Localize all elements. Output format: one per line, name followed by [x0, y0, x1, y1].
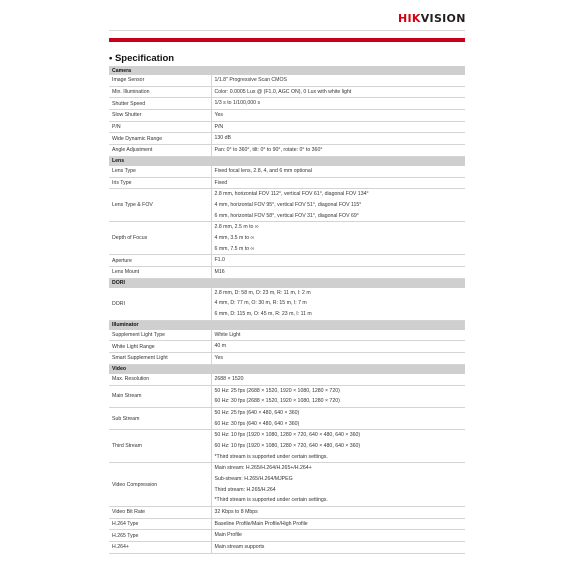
- spec-value: *Third stream is supported under certain settings.: [214, 497, 328, 504]
- spec-label: Lens Mount: [109, 267, 211, 279]
- spec-label: Min. Illumination: [109, 86, 211, 98]
- spec-label: Main Stream: [109, 385, 211, 407]
- spec-label: Lens Type & FOV: [109, 189, 211, 222]
- spec-row: [109, 430, 465, 463]
- spec-label: Smart Supplement Light: [109, 353, 211, 365]
- section-header: [109, 66, 465, 75]
- spec-label: Shutter Speed: [109, 98, 211, 110]
- spec-value: Pan: 0° to 360°, tilt: 0° to 90°, rotate: 0° to 360°: [214, 147, 323, 154]
- spec-value-cell: [211, 145, 465, 157]
- spec-value: 32 Kbps to 8 Mbps: [214, 509, 258, 516]
- spec-row: [109, 121, 465, 133]
- spec-value: 50 Hz: 10 fps (1920 × 1080, 1280 × 720, 640 × 480, 640 × 360): [214, 432, 361, 439]
- spec-value-cell: [211, 222, 465, 255]
- logo-text-vision: VISION: [420, 12, 466, 25]
- section-header: [109, 278, 465, 288]
- spec-value-cell: [211, 385, 465, 407]
- spec-value: 40 m: [214, 343, 227, 350]
- spec-label: Lens Type: [109, 166, 211, 177]
- spec-value: Fixed focal lens, 2.8, 4, and 6 mm optional: [214, 167, 312, 174]
- spec-row: [109, 507, 465, 519]
- spec-label: Depth of Focus: [109, 222, 211, 255]
- spec-value-cell: [211, 110, 465, 122]
- spec-label: Aperture: [109, 255, 211, 267]
- spec-value: Main Profile: [214, 532, 242, 539]
- spec-label: Iris Type: [109, 177, 211, 189]
- spec-label: Wide Dynamic Range: [109, 133, 211, 145]
- spec-row: [109, 542, 465, 554]
- spec-row: [109, 255, 465, 267]
- spec-row: [109, 374, 465, 385]
- spec-value: 4 mm, horizontal FOV 95°, vertical FOV 51°, diagonal FOV 115°: [214, 201, 362, 208]
- spec-value: Sub-stream: H.265/H.264/MJPEG: [214, 476, 293, 482]
- spec-value: M16: [214, 269, 225, 275]
- spec-value-cell: [211, 177, 465, 189]
- spec-row: [109, 110, 465, 122]
- spec-label: Video Bit Rate: [109, 507, 211, 519]
- spec-row: [109, 341, 465, 353]
- spec-value: Yes: [214, 112, 223, 119]
- section-header: [109, 156, 465, 166]
- spec-value: 50 Hz: 25 fps (640 × 480, 640 × 360): [214, 409, 300, 416]
- spec-value: Baseline Profile/Main Profile/High Profile: [214, 520, 308, 527]
- spec-value-cell: [211, 530, 465, 542]
- spec-row: [109, 86, 465, 98]
- section-title: Camera: [109, 66, 465, 75]
- spec-value-cell: [211, 166, 465, 177]
- spec-value-cell: [211, 75, 465, 86]
- spec-row: [109, 166, 465, 177]
- spec-row: [109, 288, 465, 321]
- spec-value-cell: [211, 255, 465, 267]
- header-divider: [109, 30, 465, 31]
- spec-value: 6 mm, 7.5 m to ∞: [214, 245, 255, 252]
- spec-row: [109, 530, 465, 542]
- spec-label: Angle Adjustment: [109, 145, 211, 157]
- spec-label: Third Stream: [109, 430, 211, 463]
- spec-row: [109, 385, 465, 407]
- spec-value-cell: [211, 330, 465, 341]
- spec-value-cell: [211, 353, 465, 365]
- spec-value: Main stream supports: [214, 544, 265, 551]
- section-title: Lens: [109, 156, 465, 166]
- spec-value-cell: [211, 133, 465, 145]
- spec-value: 60 Hz: 30 fps (2688 × 1520, 1920 × 1080, 1280 × 720): [214, 398, 340, 405]
- spec-label: DORI: [109, 288, 211, 321]
- spec-value: 2.8 mm, 2.5 m to ∞: [214, 224, 259, 231]
- spec-row: [109, 177, 465, 189]
- spec-row: [109, 330, 465, 341]
- spec-value-cell: [211, 267, 465, 279]
- spec-value-cell: [211, 507, 465, 519]
- spec-row: [109, 133, 465, 145]
- spec-row: [109, 407, 465, 429]
- spec-value-cell: [211, 288, 465, 321]
- spec-value-cell: [211, 98, 465, 110]
- spec-value: *Third stream is supported under certain settings.: [214, 453, 328, 460]
- spec-value-cell: [211, 407, 465, 429]
- spec-row: [109, 463, 465, 507]
- spec-label: Supplement Light Type: [109, 330, 211, 341]
- spec-value: Third stream: H.265/H.264: [214, 486, 276, 493]
- spec-value: 4 mm, 3.5 m to ∞: [214, 234, 255, 241]
- spec-row: [109, 189, 465, 222]
- spec-value: 130 dB: [214, 135, 231, 142]
- spec-value: 1/1.8" Progressive Scan CMOS: [214, 77, 287, 83]
- section-title: Video: [109, 364, 465, 374]
- spec-value-cell: [211, 374, 465, 385]
- page-heading: • Specification: [109, 53, 175, 64]
- spec-label: Max. Resolution: [109, 374, 211, 385]
- section-header: [109, 364, 465, 374]
- spec-row: [109, 353, 465, 365]
- section-title: Illuminator: [109, 320, 465, 330]
- spec-value: 4 mm, D: 77 m, O: 30 m, R: 15 m, I: 7 m: [214, 300, 307, 307]
- specification-table: [109, 66, 465, 554]
- spec-value-cell: [211, 86, 465, 98]
- spec-value-cell: [211, 341, 465, 353]
- spec-label: H.264 Type: [109, 518, 211, 530]
- spec-label: Video Compression: [109, 463, 211, 507]
- red-accent-bar: [109, 38, 465, 42]
- spec-value-cell: [211, 189, 465, 222]
- spec-label: P/N: [109, 121, 211, 133]
- spec-label: Image Sensor: [109, 75, 211, 86]
- spec-value: Fixed: [214, 179, 228, 186]
- spec-row: [109, 267, 465, 279]
- spec-value: P/N: [214, 123, 224, 130]
- spec-value: 6 mm, D: 115 m, O: 45 m, R: 23 m, I: 11 m: [214, 311, 312, 318]
- spec-value: F1.0: [214, 257, 225, 264]
- spec-value: 6 mm, horizontal FOV 58°, vertical FOV 31°, diagonal FOV 69°: [214, 212, 359, 219]
- spec-value: 60 Hz: 10 fps (1920 × 1080, 1280 × 720, 640 × 480, 640 × 360): [214, 442, 361, 449]
- spec-label: Sub Stream: [109, 407, 211, 429]
- spec-value: 50 Hz: 25 fps (2688 × 1520, 1920 × 1080, 1280 × 720): [214, 387, 340, 394]
- spec-value: Yes: [214, 355, 223, 362]
- section-title: DORI: [109, 278, 465, 288]
- spec-value: 2688 × 1520: [214, 375, 244, 382]
- spec-value: White Light: [214, 331, 241, 338]
- spec-value: 1/3 s to 1/100,000 s: [214, 100, 261, 107]
- spec-row: [109, 145, 465, 157]
- spec-value-cell: [211, 463, 465, 507]
- spec-value-cell: [211, 542, 465, 554]
- spec-value: Color: 0.0005 Lux @ (F1.0, AGC ON), 0 Lux with white light: [214, 88, 352, 95]
- hikvision-logo: [398, 12, 468, 26]
- spec-label: White Light Range: [109, 341, 211, 353]
- spec-row: [109, 222, 465, 255]
- logo-text-hik: HIK: [398, 12, 421, 25]
- spec-value: 2.8 mm, horizontal FOV 112°, vertical FOV 61°, diagonal FOV 134°: [214, 191, 369, 198]
- spec-label: H.264+: [109, 542, 211, 554]
- spec-label: H.265 Type: [109, 530, 211, 542]
- spec-value: 60 Hz: 30 fps (640 × 480, 640 × 360): [214, 420, 300, 427]
- spec-value: 2.8 mm, D: 58 m, O: 23 m, R: 11 m, I: 2 m: [214, 289, 311, 296]
- section-header: [109, 320, 465, 330]
- spec-row: [109, 518, 465, 530]
- spec-value-cell: [211, 430, 465, 463]
- spec-label: Slow Shutter: [109, 110, 211, 122]
- spec-value: Main stream: H.265/H.264/H.265+/H.264+: [214, 465, 312, 472]
- spec-value-cell: [211, 121, 465, 133]
- spec-row: [109, 98, 465, 110]
- spec-value-cell: [211, 518, 465, 530]
- spec-row: [109, 75, 465, 86]
